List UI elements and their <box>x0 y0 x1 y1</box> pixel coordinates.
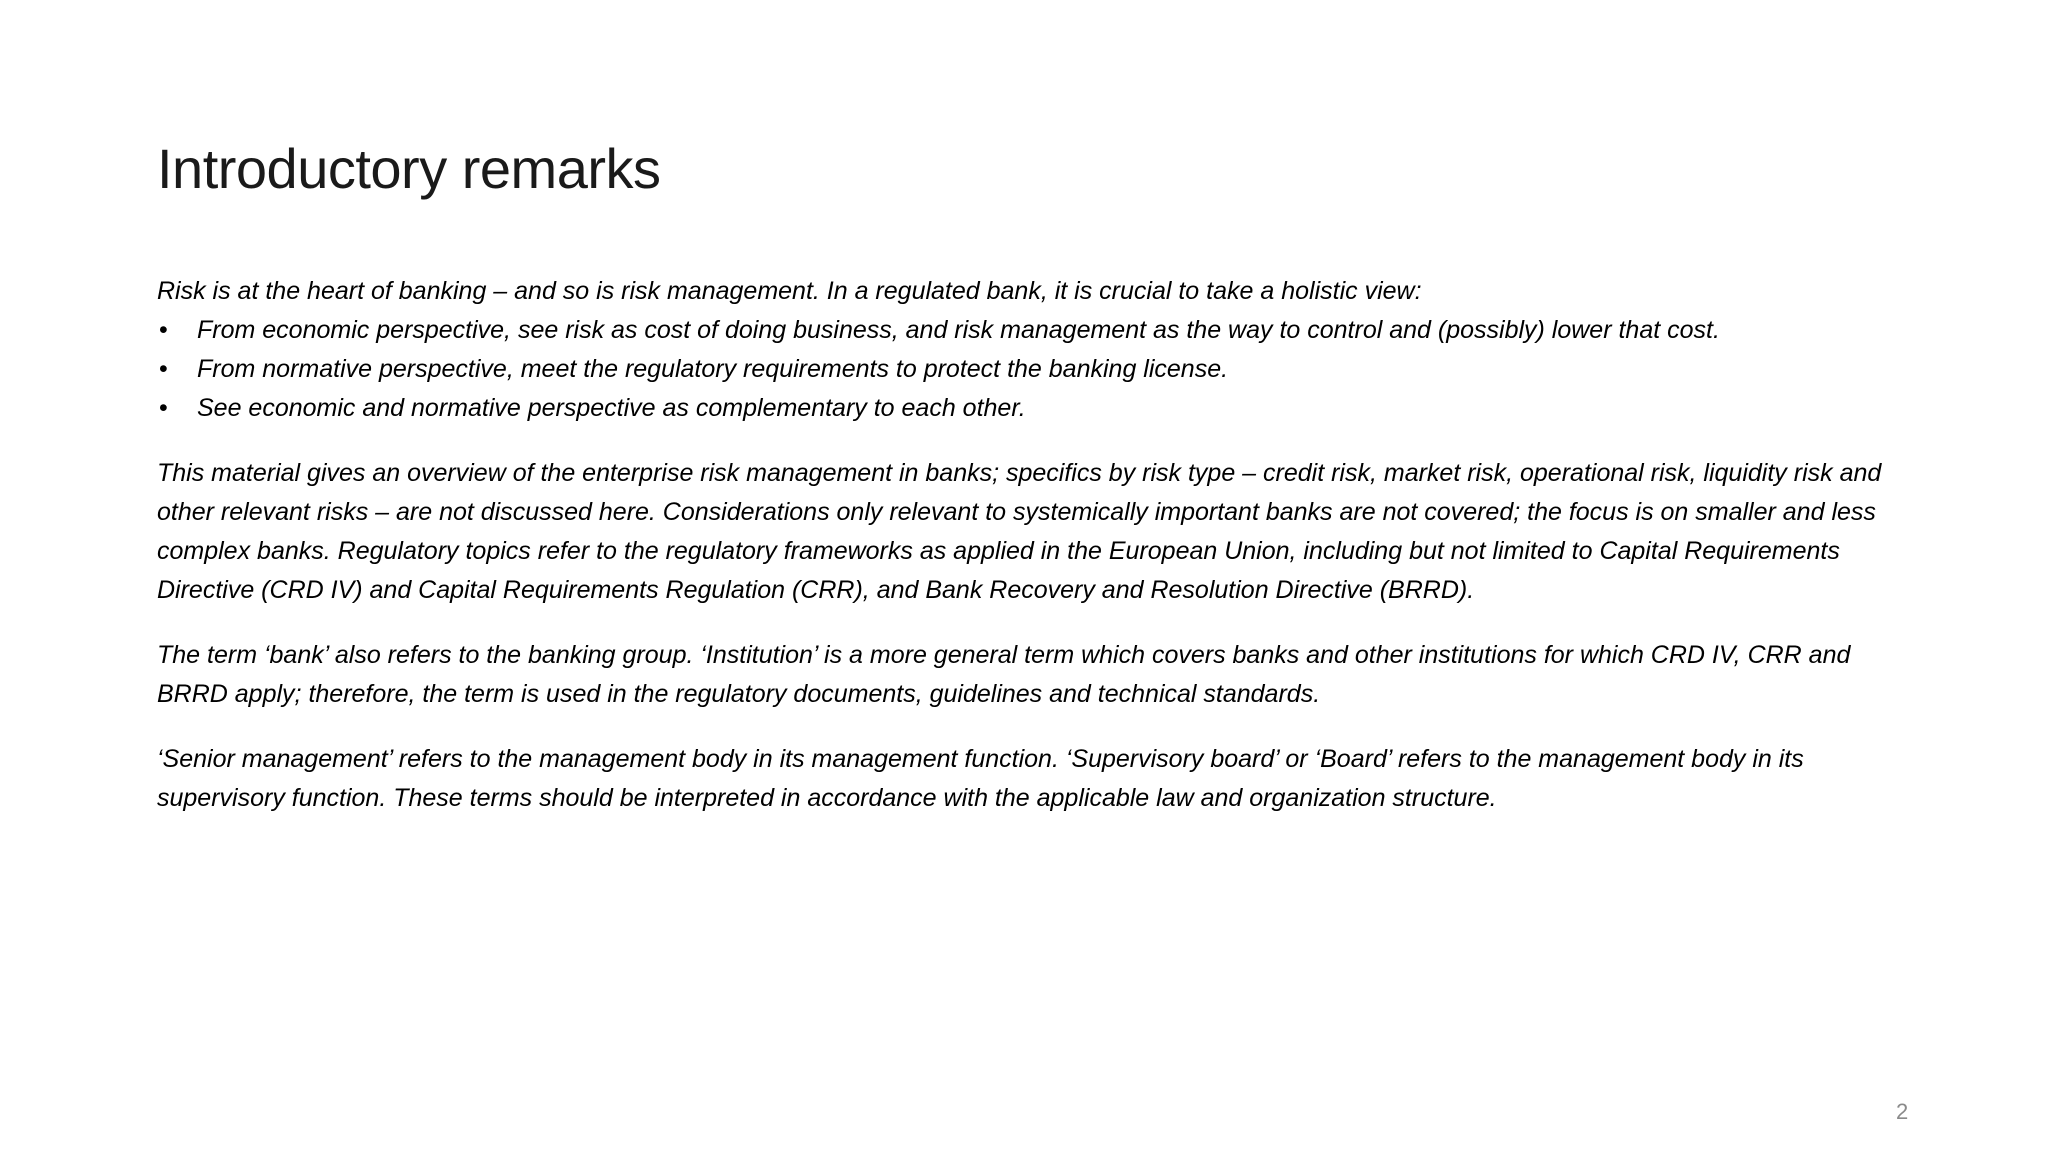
list-item-text: See economic and normative perspective as complementary to each other. <box>197 394 1026 422</box>
bullet-icon: • <box>159 355 168 383</box>
scope-paragraph: This material gives an overview of the enterprise risk management in banks; specifics by risk type – credit risk, market risk, operational risk, liquidity risk and other relevant risks – are not discussed here. Considerations only relevant to systemically important banks are not covered; the focus is on smaller and less complex banks. Regulatory topics refer to the regulatory frameworks as applied in the European Union, including but not limited to Capital Requirements Directive (CRD IV) and Capital Requirements Regulation (CRR), and Bank Recovery and Resolution Directive (BRRD). <box>157 459 1882 604</box>
slide-title: Introductory remarks <box>157 137 661 200</box>
bullet-list <box>157 311 1917 428</box>
list-item-text: From normative perspective, meet the regulatory requirements to protect the banking license. <box>197 355 1229 383</box>
terminology-paragraph: The term ‘bank’ also refers to the banking group. ‘Institution’ is a more general term which covers banks and other institutions for which CRD IV, CRR and BRRD apply; therefore, the term is used in the regulatory documents, guidelines and technical standards. <box>157 641 1851 708</box>
list-item <box>157 311 1917 350</box>
page-number: 2 <box>1896 1099 1909 1124</box>
bullet-icon: • <box>159 316 168 344</box>
list-item <box>157 389 1917 428</box>
intro-paragraph: Risk is at the heart of banking – and so is risk management. In a regulated bank, it is crucial to take a holistic view: <box>157 277 1422 305</box>
management-paragraph: ‘Senior management’ refers to the management body in its management function. ‘Supervisory board’ or ‘Board’ refers to the management body in its supervisory function. These terms should be interpreted in accordance with the applicable law and organization structure. <box>157 745 1804 812</box>
list-item-text: From economic perspective, see risk as cost of doing business, and risk management as the way to control and (possibly) lower that cost. <box>197 316 1720 344</box>
slide-body <box>157 272 1917 818</box>
bullet-icon: • <box>159 394 168 422</box>
list-item <box>157 350 1917 389</box>
